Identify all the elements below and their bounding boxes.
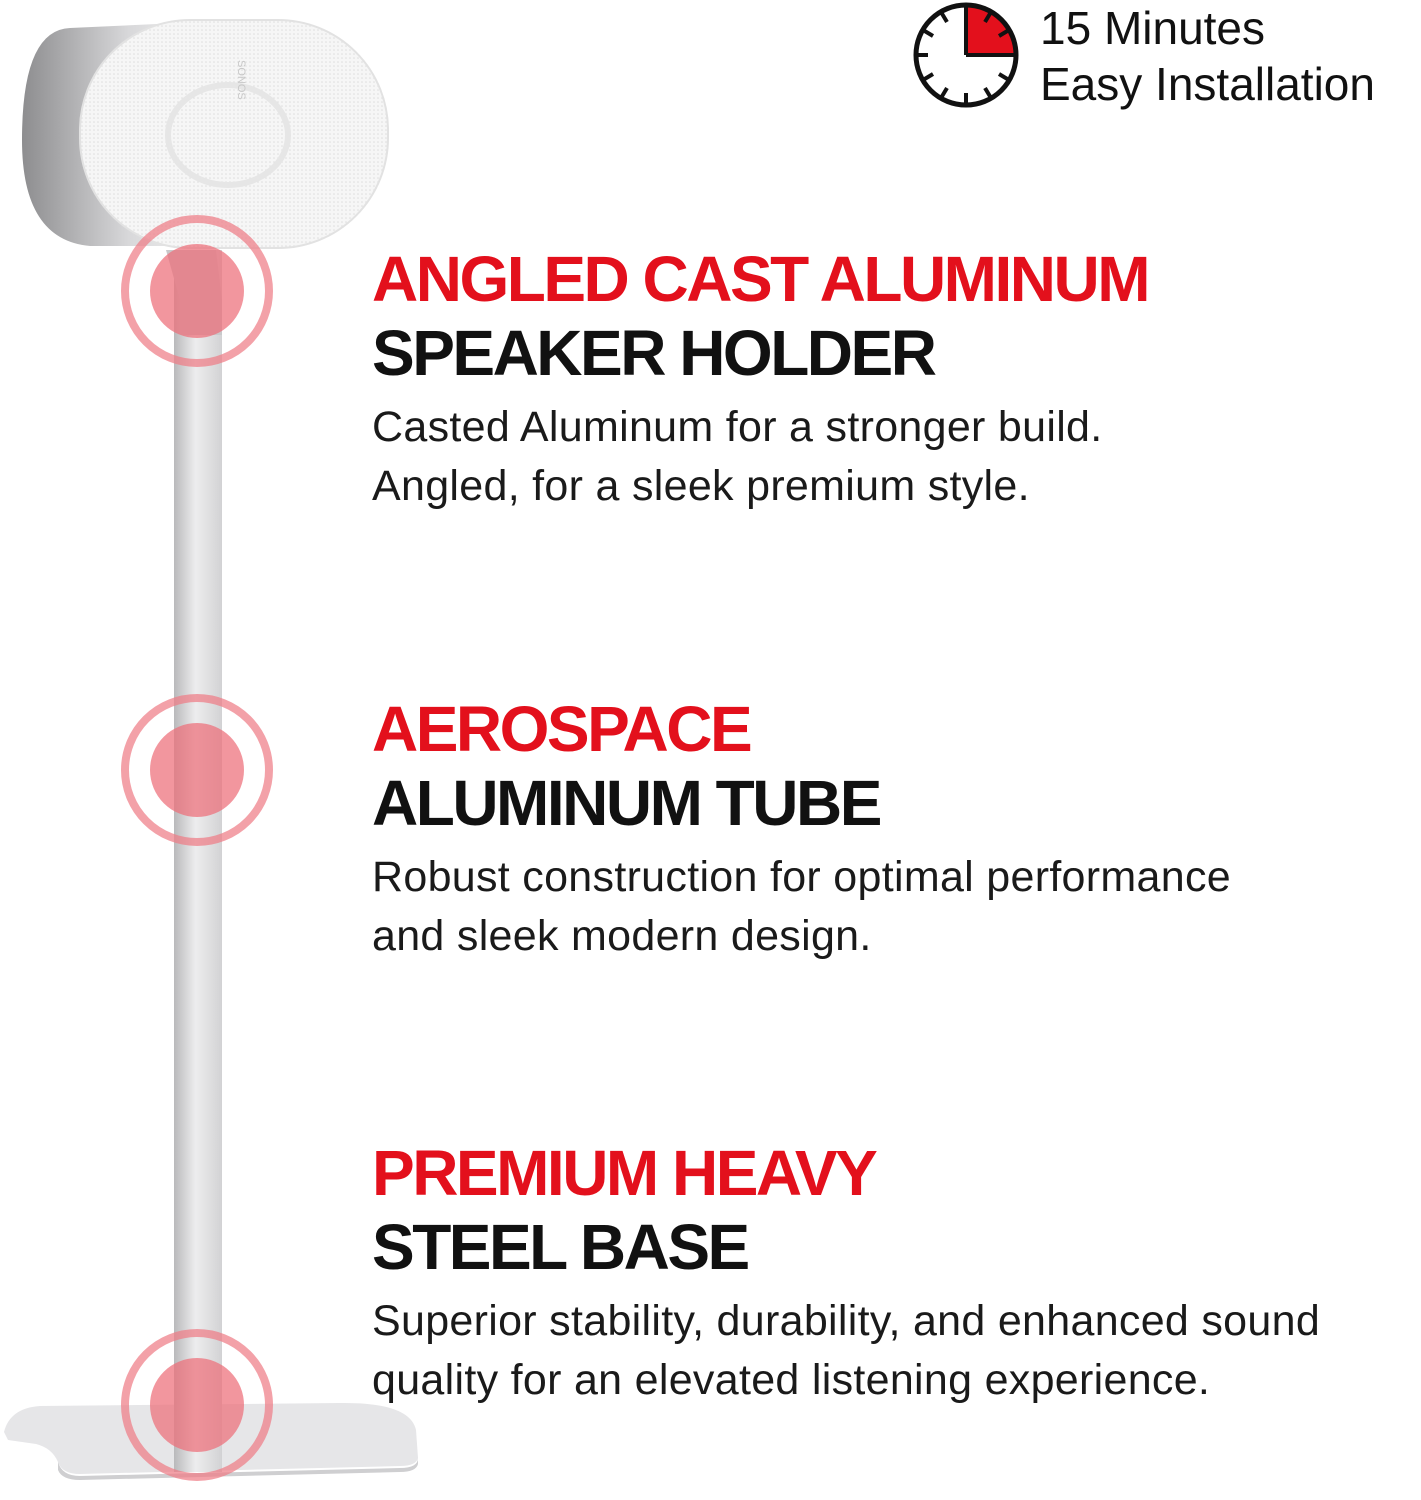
feature-title: SPEAKER HOLDER	[372, 317, 935, 389]
feature-description-line: Robust construction for optimal performance	[372, 853, 1231, 901]
installation-time: 15 Minutes	[1040, 2, 1266, 54]
feature-title: ALUMINUM TUBE	[372, 767, 880, 839]
aluminum-tube	[174, 250, 222, 1472]
feature-steel-base	[372, 1136, 1320, 1410]
feature-title: STEEL BASE	[372, 1211, 748, 1283]
installation-label: Easy Installation	[1040, 58, 1375, 110]
feature-description-line: quality for an elevated listening experience.	[372, 1356, 1211, 1404]
feature-speaker-holder	[372, 242, 1148, 516]
feature-aluminum-tube	[372, 692, 1231, 966]
feature-description-line: Superior stability, durability, and enhanced sound	[372, 1297, 1321, 1345]
speaker-logo: SONOS	[235, 60, 247, 100]
speaker	[22, 20, 388, 248]
feature-description-line: Angled, for a sleek premium style.	[372, 462, 1030, 510]
feature-title-accent: PREMIUM HEAVY	[372, 1137, 876, 1209]
feature-description-line: and sleek modern design.	[372, 912, 872, 960]
feature-title-accent: ANGLED CAST ALUMINUM	[372, 243, 1148, 315]
feature-title-accent: AEROSPACE	[372, 693, 751, 765]
feature-description-line: Casted Aluminum for a stronger build.	[372, 403, 1103, 451]
